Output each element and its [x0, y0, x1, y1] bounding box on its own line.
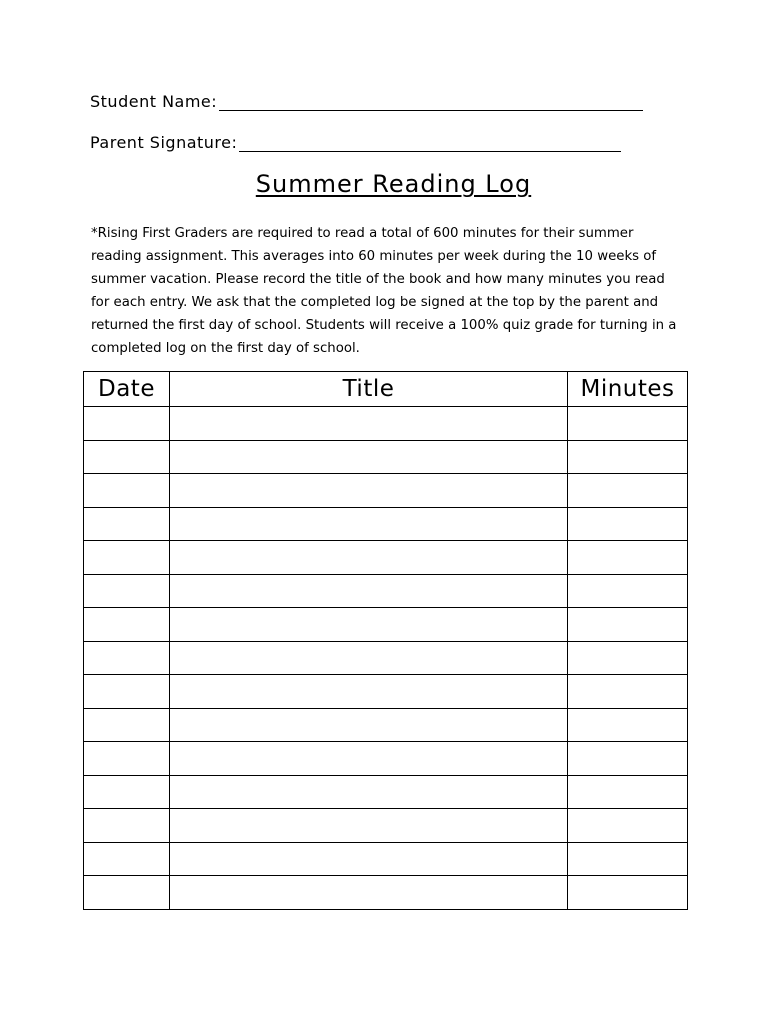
minutes-cell[interactable]	[568, 541, 688, 575]
table-row	[84, 675, 688, 709]
reading-log-table	[83, 371, 688, 910]
parent-signature-line[interactable]	[239, 135, 621, 152]
parent-signature-field[interactable]	[90, 133, 621, 152]
date-cell[interactable]	[84, 574, 170, 608]
title-cell[interactable]	[170, 407, 568, 441]
date-cell[interactable]	[84, 440, 170, 474]
title-cell[interactable]	[170, 675, 568, 709]
minutes-cell[interactable]	[568, 574, 688, 608]
minutes-cell[interactable]	[568, 708, 688, 742]
date-cell[interactable]	[84, 641, 170, 675]
date-cell[interactable]	[84, 742, 170, 776]
title-cell[interactable]	[170, 876, 568, 910]
title-cell[interactable]	[170, 809, 568, 843]
title-cell[interactable]	[170, 440, 568, 474]
minutes-cell[interactable]	[568, 809, 688, 843]
table-row	[84, 842, 688, 876]
date-cell[interactable]	[84, 775, 170, 809]
minutes-cell[interactable]	[568, 775, 688, 809]
table-row	[84, 541, 688, 575]
student-name-line[interactable]	[219, 94, 643, 111]
table-row	[84, 507, 688, 541]
minutes-cell[interactable]	[568, 675, 688, 709]
minutes-cell[interactable]	[568, 507, 688, 541]
title-cell[interactable]	[170, 842, 568, 876]
student-name-field[interactable]	[90, 92, 643, 111]
table-row	[84, 775, 688, 809]
date-cell[interactable]	[84, 474, 170, 508]
title-cell[interactable]	[170, 541, 568, 575]
title-cell[interactable]	[170, 775, 568, 809]
title-cell[interactable]	[170, 474, 568, 508]
title-cell[interactable]	[170, 608, 568, 642]
date-cell[interactable]	[84, 675, 170, 709]
minutes-column-header: Minutes	[568, 372, 688, 407]
page-title-wrapper	[0, 170, 770, 198]
date-cell[interactable]	[84, 708, 170, 742]
minutes-cell[interactable]	[568, 407, 688, 441]
title-cell[interactable]	[170, 574, 568, 608]
table-row	[84, 440, 688, 474]
table-row	[84, 474, 688, 508]
title-column-header: Title	[170, 372, 568, 407]
table-row	[84, 708, 688, 742]
table-row	[84, 608, 688, 642]
log-body	[84, 407, 688, 910]
table-row	[84, 809, 688, 843]
title-cell[interactable]	[170, 507, 568, 541]
table-row	[84, 742, 688, 776]
date-cell[interactable]	[84, 842, 170, 876]
minutes-cell[interactable]	[568, 876, 688, 910]
header-row	[84, 372, 688, 407]
minutes-cell[interactable]	[568, 474, 688, 508]
date-cell[interactable]	[84, 876, 170, 910]
title-cell[interactable]	[170, 708, 568, 742]
minutes-cell[interactable]	[568, 440, 688, 474]
parent-signature-label: Parent Signature:	[90, 133, 238, 152]
minutes-cell[interactable]	[568, 742, 688, 776]
instructions-paragraph: *Rising First Graders are required to read a total of 600 minutes for their summer reading assignment. This averages into 60 minutes per week during the 10 weeks of summer vacation. Please record the title of the book and how many minutes you read for each entry. We ask that the completed log be signed at the top by the parent and returned the first day of school. Students will receive a 100% quiz grade for turning in a completed log on the first day of school.	[91, 226, 677, 356]
date-cell[interactable]	[84, 541, 170, 575]
table-row	[84, 641, 688, 675]
page-title: Summer Reading Log	[255, 170, 532, 198]
table-row	[84, 574, 688, 608]
title-cell[interactable]	[170, 641, 568, 675]
minutes-cell[interactable]	[568, 641, 688, 675]
date-cell[interactable]	[84, 608, 170, 642]
date-cell[interactable]	[84, 407, 170, 441]
student-name-label: Student Name:	[90, 92, 218, 111]
date-cell[interactable]	[84, 507, 170, 541]
minutes-cell[interactable]	[568, 608, 688, 642]
date-column-header: Date	[84, 372, 170, 407]
title-cell[interactable]	[170, 742, 568, 776]
date-cell[interactable]	[84, 809, 170, 843]
table-row	[84, 407, 688, 441]
minutes-cell[interactable]	[568, 842, 688, 876]
table-row	[84, 876, 688, 910]
